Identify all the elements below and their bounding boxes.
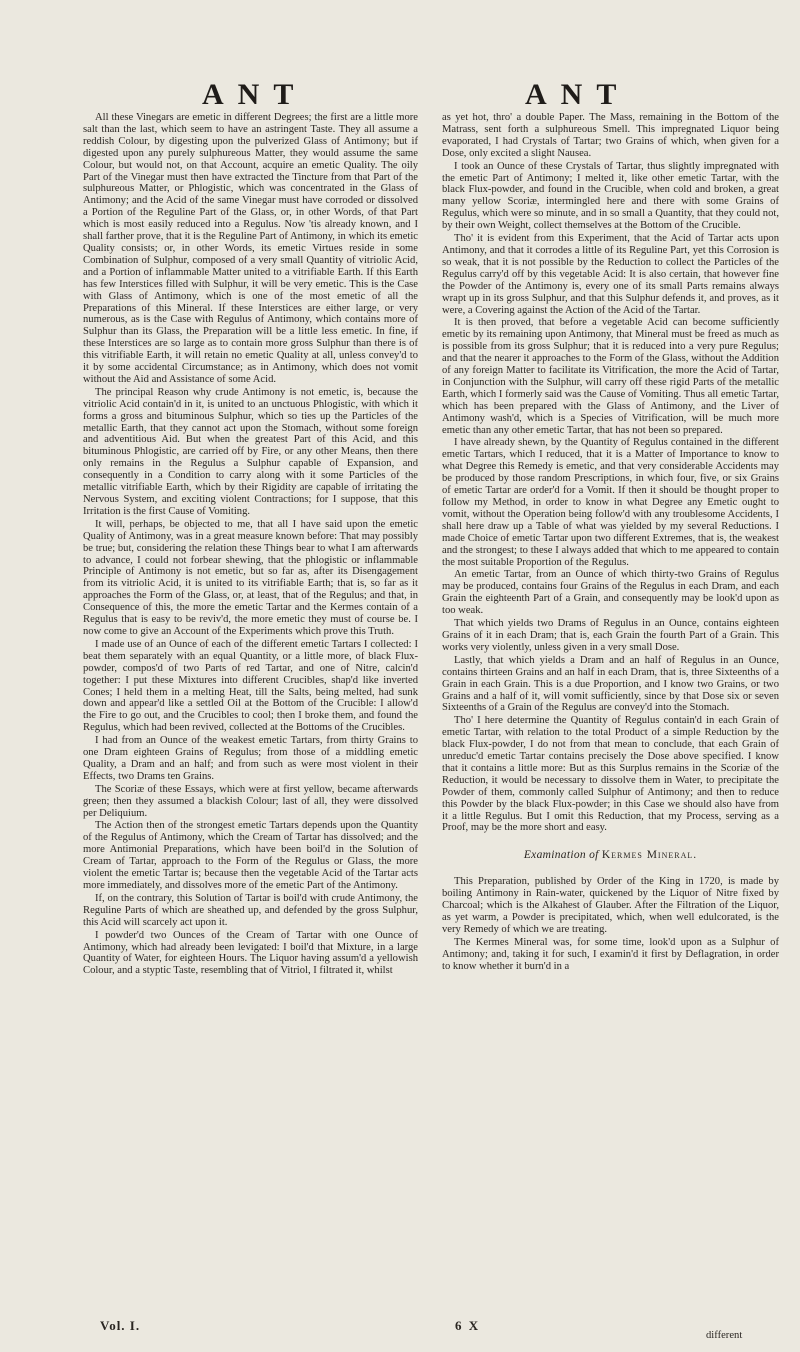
paragraph: It will, perhaps, be objected to me, that all I have said upon the emetic Quality of Antimony, was in a great measure known before: That may possibly be true; but, considering the relation these Things bear to what I am afterwards to advance, I could not forbear shewing, that the phlogistic or inflammable Principle of Antimony is not emetic, but so far as, after its Disengagement from its vitriolic Acid, it is united to its vitrifiable Earth; that is, so far as it approaches the Form of the Glass, or, at least, that of the Regulus; and that, in Consequence of this, the more the emetic Tartar and the Kermes contain of a Regulus that is easy to be reviv'd, the more emetic they must of course be. I now come to give an Account of the Experiments which prove this Truth.: [83, 518, 418, 637]
paragraph: All these Vinegars are emetic in different Degrees; the first are a little more salt than the last, which seem to have an astringent Taste. They all assume a reddish Colour, by digesting upon the pulverized Glass of Antimony; but if digested upon any purely sulphureous Matter, they would assume the same Colour, but would not, on that Account, acquire an emetic Quality. The oily Part of the Vinegar must then have extracted the Tincture from that Part of the sulphureous Matter, or Phlogistic, which was concentrated in the Glass of Antimony; and the Acid of the same Vinegar must have corroded or dissolved a Portion of the Reguline Part of the Glass, or, in other Words, of that Part which is most easily reduced into a Regulus. Now 'tis already known, and I shall farther prove, that it is the Reguline Part of Antimony, in which its emetic Quality consists; or, in other Words, its emetic Virtues reside in some Combination of Sulphur, composed of a very small Quantity of vitriolic Acid, and a Portion of inflammable Matter united to a vitrifiable Earth. If this Earth has few Interstices filled with Sulphur, it will be very emetic. This is the Case with Glass of Antimony, which is one of the most emetic of all the Preparations of this Mineral. If these Interstices are either large, or very numerous, as is the Case with Regulus of Antimony, which contains more of Sulphur than its Glass, the Preparation will be a little less emetic. In fine, if these Interstices are so large as to contain more gross Sulphur than there is of this vitrifiable Earth, it will retain no emetic Quality at all, unless convey'd to it by some accidental Circumstance; as in Antimony, which does not vomit without the Aid and Assistance of some Acid.: [83, 112, 418, 385]
paragraph: An emetic Tartar, from an Ounce of which thirty-two Grains of Regulus may be produced, contains four Grains of the Regulus in each Dram, and each Grain the eighteenth Part of a Grain, and consequently may be look'd upon as too weak.: [442, 569, 779, 617]
paragraph: That which yields two Drams of Regulus in an Ounce, contains eighteen Grains of it in each Dram; that is, each Grain the fourth Part of a Grain. This works very violently, unless given in a very small Dose.: [442, 618, 779, 653]
section-heading-prefix: Examination of: [523, 849, 599, 862]
volume-mark: Vol. I.: [100, 1318, 141, 1333]
paragraph: I had from an Ounce of the weakest emetic Tartars, from thirty Grains to one Dram eighteen Grains of Regulus; from those of a middling emetic Quality, a Dram and an half; and from such as were most violent in their Effects, two Drams ten Grains.: [83, 735, 418, 782]
paragraph: I have already shewn, by the Quantity of Regulus contained in the different emetic Tartars, which I reduced, that it is a Matter of Importance to know to what Degree this Remedy is emetic, and that very considerable Accidents may be produced by those random Prescriptions, in which four, five, or six Grains of emetic Tartar are order'd for a Vomit. If then it should be thought proper to follow my Method, in order to know in what Degree any Emetic ought to vomit, without the Operation being follow'd with any troublesome Accidents, I shall here draw up a Table of what was yielded by my several Reductions. I made Choice of emetic Tartar upon two different Extremes, that is, the weakest and the strongest; to these I always added that which to me appeared to contain the most suitable Proportion of the Regulus.: [442, 437, 779, 568]
signature-mark: 6 X: [455, 1318, 481, 1333]
paragraph: I took an Ounce of these Crystals of Tartar, thus slightly impregnated with the emetic Part of Antimony; I melted it, like other emetic Tartar, with the black Flux-powder, and found in the Crucible, when cold and broken, a great many yellow Scoriæ, intermingled here and there with some Grains of Regulus, which were so minute, and in so small a Quantity, that they could not, by their own Weight, collect themselves at the Bottom of the Crucible.: [442, 160, 779, 232]
paragraph: I powder'd two Ounces of the Cream of Tartar with one Ounce of Antimony, which had already been levigated: I boil'd that Mixture, in a large Quantity of Water, for eighteen Hours. The Liquor having assum'd a yellowish Colour, and a styptic Taste, resembling that of Vitriol, I filtrated it, whilst: [83, 929, 418, 977]
paragraph: Lastly, that which yields a Dram and an half of Regulus in an Ounce, contains thirteen Grains and an half in each Dram, that is, three Sixteenths of a Grain in each Grain. This is a due Proportion, and I know two Grains, or two Grains and a half of it, will vomit sufficiently, since by that Dose six or seven Sixteenths of a Grain of the Regulus are convey'd into the Stomach.: [442, 654, 779, 714]
running-head-right: ANT: [525, 78, 631, 111]
running-head-left: ANT: [202, 78, 308, 111]
paragraph: Tho' it is evident from this Experiment, that the Acid of Tartar acts upon Antimony, and that it corrodes a little of its Reguline Part, yet this Corrosion is so weak, that it is not possible by the Reduction to collect the Particles of the Regulus carry'd off by this vegetable Acid: It is also certain, that however fine the Powder of the Antimony is, every one of its small Parts remains always wrapt up in its gross Sulphur, and that this Sulphur defends it, and proves, as it were, a Covering against the Action of the Acid of the Tartar.: [442, 233, 779, 316]
paragraph: The principal Reason why crude Antimony is not emetic, is, because the vitriolic Acid contain'd in it, is united to an unctuous Phlogistic, with which it forms a gross and bituminous Sulphur, which so ties up the Particles of the metallic Earth, that they cannot act upon the Stomach, without some foreign and adventitious Aid. But when the greatest Part of this Acid, and this bituminous Phlogistic, are carried off by Fire, or any other Means, then there only remains in the Regulus a Sulphur capable of Expansion, and consequently in a Condition to carry along with it some Particles of the metallic vitrifiable Earth, which by their Rigidity are capable of irritating the Nervous System, and exciting violent Contractions; for I suppose, that this Irritation is the first Cause of Vomiting.: [83, 386, 418, 517]
paragraph: The Action then of the strongest emetic Tartars depends upon the Quantity of the Regulus of Antimony, which the Cream of Tartar has dissolved; and the more Antimonial Preparations, which have been boil'd in the Solution of Cream of Tartar, approach to the Form of the Regulus or Glass, the more violent the emetic Tartar is; because then the vegetable Acid of the Tartar acts more immediately, and dissolves more of the emetic Part of the Antimony.: [83, 820, 418, 891]
paragraph: It is then proved, that before a vegetable Acid can become sufficiently emetic by its remaining upon Antimony, that Mineral must be freed as much as is possible from its gross Sulphur; that it is reduced into a very pure Regulus; and that the nearer it approaches to the Form of the Glass, without the Addition of any foreign Matter to facilitate its Vitrification, the more the Acid of Tartar, in Conjunction with the Sulphur, will carry off these rigid Parts of the metallic Earth, which I formerly said was the Cause of Vomiting. Thus all emetic Tartar, which has been prepared with the Glass of Antimony, and the Liver of Antimony wash'd, which is a Species of Vitrification, will be much more emetic than any other emetic Tartar, that has not been so prepared.: [442, 317, 779, 436]
paragraph: This Preparation, published by Order of the King in 1720, is made by boiling Antimony in Rain-water, quickened by the Liquor of Nitre fixed by Charcoal; which is the Alkahest of Glauber. After the Filtration of the Liquor, as yet warm, a Powder is precipitated, which, when well edulcorated, is the very Remedy of which we are treating.: [442, 876, 779, 935]
paragraph: I made use of an Ounce of each of the different emetic Tartars I collected: I beat them separately with an equal Quantity, or a little more, of black Flux-powder, compos'd of two Parts of red Tartar, and one of Nitre, calcin'd together: I put these Mixtures into different Crucibles, shap'd like inverted Cones; I held them in a melting Heat, till the Salts, being melted, had sunk down and appear'd like a settled Oil at the Bottom of the Crucible: I allow'd the Fire to go out, and the Crucibles to cool; then I broke them, and found the Regulus, which had been revived, collected at the Bottoms of the Crucibles.: [83, 638, 418, 734]
left-column: [83, 112, 418, 978]
paragraph: If, on the contrary, this Solution of Tartar is boil'd with crude Antimony, the Reguline Parts of which are sheathed up, and defended by the gross Sulphur, this Acid will scarcely act upon it.: [83, 892, 418, 928]
paragraph: The Scoriæ of these Essays, which were at first yellow, became afterwards green; then they assumed a blackish Colour; last of all, they were dissolved per Deliquium.: [83, 783, 418, 819]
section-heading: [442, 850, 779, 862]
section-heading-main: Kermes Mineral.: [601, 849, 698, 862]
paragraph: as yet hot, thro' a double Paper. The Mass, remaining in the Bottom of the Matrass, sent forth a sulphureous Smell. This impregnated Liquor being evaporated, I had Crystals of Tartar; two Grains of which, when given for a Dose, only excited a slight Nausea.: [442, 112, 779, 159]
paragraph: The Kermes Mineral was, for some time, look'd upon as a Sulphur of Antimony; and, taking it for such, I examin'd it first by Deflagration, in order to know whether it burn'd in a: [442, 936, 779, 972]
right-column: [442, 112, 779, 974]
catchword: different: [706, 1330, 743, 1341]
paragraph: Tho' I here determine the Quantity of Regulus contain'd in each Grain of emetic Tartar, with relation to the total Product of a simple Reduction by the black Flux-powder, I do not from that mean to conclude, that each Grain of unreduc'd emetic Tartar contains precisely the Dose above specified. I know that it contains a little more: But as this Surplus remains in the Scoriæ of the Reduction, it would be necessary to dissolve them in Water, to precipitate the Powder of them, commonly called Sulphur of Antimony; and then to reduce this Powder by the black Flux-powder; in this Case we should also have from it a little Regulus. But I omit this Reduction, that my Process, serving as a Proof, may be the more short and easy.: [442, 715, 779, 834]
